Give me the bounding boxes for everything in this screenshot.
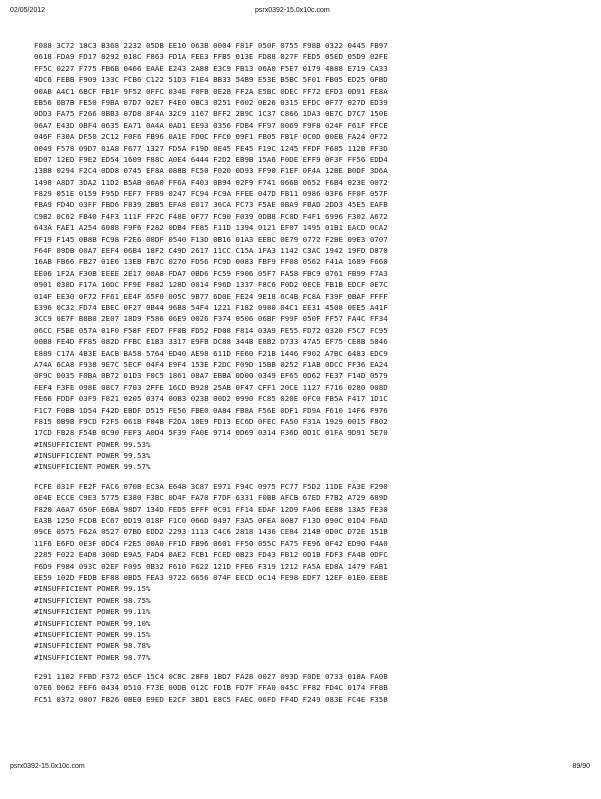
hex-dump-line: F815 0B9B F9CD F2F5 061B F04B F2DA 10E9 FD13 EC6D 0FEC FA50 F31A 1929 0015 F802	[34, 416, 388, 426]
hex-dump-line: 00B8 FE4D FF85 082D FFBC E1B3 3317 E9FB DC88 344B E8B2 D733 47A5 EF75 CE8B 5046	[34, 337, 388, 347]
status-line: #INSUFFICIENT POWER 98.78%	[34, 641, 151, 651]
hex-dump-line: 1498 A8D7 3DA2 11D2 B5AB 06A0 FF6A F403 0B94 02F9 F741 066B 0652 F6B4 023E 0072	[34, 177, 388, 187]
block-gap	[34, 663, 588, 671]
hex-dump-line: F820 A6A7 650F E6BA 98D7 134D FED5 EFFF 0C91 FF14 EDAF 12D9 FA06 EE88 13A5 FE30	[34, 504, 388, 514]
hex-dump-line: FCFE 031F FE2F FAC6 070B EC3A E648 3C87 E971 F94C 0975 FC77 F5D2 11DE FA3E F290	[34, 481, 388, 491]
status-line: #INSUFFICIENT POWER 98.75%	[34, 595, 151, 605]
hex-dump-line: C9B2 0C62 FB40 F4F3 111F FF2C F48E 0F77 FC90 F039 0DB8 FC0D F4F1 6996 F302 A672	[34, 211, 388, 221]
hex-dump-line: ED07 12ED F9E2 ED54 1609 F88C A0E4 6444 F2D2 EB9B 15A6 F0DE EFF9 0F3F FF56 EDD4	[34, 154, 388, 164]
hex-dump-line: FF19 F145 0B8B FC98 F2E6 08DF 0540 F13D 0B16 01A3 EEBC 0E79 0772 F2BE 09E3 0707	[34, 234, 388, 244]
hex-dump-line: 0049 F578 09D7 01A8 F677 1327 FD5A F19D 0E45 FE45 F19C 1245 FFDF F685 112B FF3D	[34, 143, 388, 153]
hex-dump-line: F291 1102 FFBD F372 05CF 15C4 0C8C 28F8 1BD7 FA28 0027 093D F0DE 0733 018A FA0B	[34, 672, 388, 682]
hex-dump-line: 0E4E ECCE C9E3 5775 E380 F3BC 0D4F FA70 F7DF 6331 F0BB AFCB 67ED F7B2 A729 689D	[34, 493, 388, 503]
hex-dump-line: FEF4 F3FE 098E 08C7 F703 2FFE 16CD B928 25AB 0F47 CFF1 20CE 1127 F716 0280 008D	[34, 382, 388, 392]
hex-dump-line: EA3B 1250 FCDB EC67 0D19 018F F1C0 066D 0497 F3A5 0FEA 0087 F13D 090C 01D4 F6AD	[34, 516, 388, 526]
hex-dump-line: 2285 F022 E4D8 300D E9A5 FAD4 0AE2 FCB1 FCED 0B23 FD43 FB12 0D1B FDF3 FA4B 0DFC	[34, 550, 388, 560]
status-line: #INSUFFICIENT POWER 99.53%	[34, 439, 151, 449]
hex-dump-line: 0DD3 FA75 F266 0BB3 07D8 8F4A 32C9 1167 BFF2 2B9C 1C37 C866 1DA3 0E7C D7C7 150E	[34, 109, 388, 119]
hex-dump-line: FBA9 FD4D 03FF FBD6 F839 2BB5 EFA8 E017 36CA FC73 F5AE 0BA9 FBAD 2DD3 45E5 EAFB	[34, 200, 388, 210]
hex-dump-line: 06A7 E43D 0BF4 0635 EA71 0A4A 0AD1 EE93 0356 FDB4 FF97 0069 F9F8 024F F61F FFCE	[34, 120, 388, 130]
hex-dump-line: A74A 6CA8 F938 9E7C 5ECF 04F4 E9F4 153E F2DC F09D 15BB 0252 F1AB 0DCC FF36 EA24	[34, 359, 388, 369]
hex-dump-line: 09CE 0575 F62A 0527 07BD EDD2 2293 1113 C4C6 2818 1436 CE84 214B 0D0C D72E 151B	[34, 527, 388, 537]
hex-dump-line: FE66 FDDF 03F9 F821 0205 0374 00B3 023B 00D2 0990 FC85 020E 0FC0 FB5A F417 1D1C	[34, 394, 388, 404]
hex-dump-line: 11F6 E6FD 0E3F 0DC4 F2E5 00A0 FF1D FB96 0601 FF50 055C FA75 FE96 0F42 ED90 F4A0	[34, 538, 388, 548]
hex-dump-line: 643A FAE1 A254 6088 F9F6 F282 0DB4 FE85 F11D 1394 0121 EF07 1495 01B1 EACD 0CA2	[34, 223, 388, 233]
footer-filename: psrx0392-15.0x10c.com	[10, 763, 85, 770]
hex-dump-line: FF5C 0227 F775 FB6B 0466 EAAE E243 2A88 E3C9 FB13 06A0 F5E7 0179 4888 E719 CA33	[34, 63, 388, 73]
hex-dump-line: 16AB FB66 FB27 01E6 13EB FB7C 0270 FD56 FC9D 0083 FBF9 FF08 0562 F41A 1689 F660	[34, 257, 388, 267]
hex-dump-line: 13B8 0294 F2C4 0DD8 0745 EF8A 088B FC50 F020 0D93 FF90 F1EF 0F4A 12BE B0DF 3D6A	[34, 166, 388, 176]
status-line: #INSUFFICIENT POWER 99.15%	[34, 584, 151, 594]
hex-dump-line: F829 051E 0159 F95D FEF7 FFB9 0247 FC94 FC9A FFEE 047D FB11 0986 03F6 FF0F 057F	[34, 189, 388, 199]
hex-dump-line: 07E6 0062 FEF6 0434 0510 F73E 00DB 012C FD1B FD7F FFA0 045C FF82 FD4C 0174 FF8B	[34, 683, 388, 693]
hex-dump-line: EB56 0B7B FE50 F9BA 07D7 02E7 F4E0 0BC3 0251 F602 0E26 0315 EFDC 0F77 027D ED39	[34, 97, 388, 107]
page-number: 89/90	[572, 763, 590, 770]
hex-dump-line: 4DC6 FEBB F909 133C FCB6 C122 51D3 F1E4 BB33 54B9 E53E B5BC 5F01 FB05 ED25 0FBD	[34, 75, 388, 85]
header-date: 02/05/2012	[10, 7, 46, 14]
hex-dump-line: 0901 038D F17A 10DC FF9E F882 128D 0014 F96D 1337 F8C6 F0D2 0ECE FB1B EDCF 0E7C	[34, 280, 388, 290]
document-body	[34, 40, 588, 705]
status-line: #INSUFFICIENT POWER 99.53%	[34, 451, 151, 461]
hex-dump-line: EE59 102D FEDB EF88 0BD5 FEA3 9722 6656 074F EECD 0C14 FE98 EDF7 12EF 01E0 EE8E	[34, 572, 388, 582]
status-line: #INSUFFICIENT POWER 99.15%	[34, 629, 151, 639]
hex-dump-line: F64F 09DB 00A7 EEF4 06B4 18F2 C49D 2617 11CC C15A 1FA3 1142 C3AC 1942 19FD D870	[34, 246, 388, 256]
header-filename: psrx0392-15.0x10c.com	[255, 7, 330, 14]
hex-dump-line: E396 0C32 FD74 EBEC 0F27 0B44 96B8 54F4 1221 F182 0980 04C1 EE31 4508 0EE5 A41F	[34, 302, 388, 312]
status-line: #INSUFFICIENT POWER 99.11%	[34, 607, 151, 617]
hex-dump-line: F6D9 F984 093C 02EF F095 0B32 F610 F622 121D FFE6 F319 1212 FA5A ED8A 1479 FAB1	[34, 561, 388, 571]
hex-dump-line: 00AB A4C1 6BCF FB1F 9F52 0FFC 034E F0FB 0E28 FF2A E5BC 0DEC FF72 EFD3 0D91 FE8A	[34, 86, 388, 96]
hex-dump-line: 0F9C 0035 F0BA 0B72 01D3 F0C5 1861 08A7 EBBA 0D00 0349 EF65 0D62 FE37 F14D 0579	[34, 371, 388, 381]
hex-dump-line: 0618 FDA9 FD17 0292 018C F863 FD1A FEE3 FFB5 013E FD88 027F FED5 05ED 05D9 02FE	[34, 52, 388, 62]
hex-dump-line: 046F F30A DF50 2C12 F0F6 FB96 0A1E FD0C FFC0 09F1 FB05 FB1F 0C0D 00EB FA24 0F72	[34, 132, 388, 142]
block-gap	[34, 473, 588, 481]
status-line: #INSUFFICIENT POWER 99.57%	[34, 462, 151, 472]
status-line: #INSUFFICIENT POWER 99.10%	[34, 618, 151, 628]
hex-dump-line: F088 3C72 18C3 B368 2232 05DB EE10 063B 0004 F81F 050F 0755 F98B 0322 0445 FB97	[34, 41, 388, 50]
hex-dump-line: 014F EE30 0F72 FF61 EE4F 65F0 005C 9B77 6D0E FE24 9E18 6C4B FC8A F39F 0BAF FFFF	[34, 291, 388, 301]
hex-dump-line: 3CC9 0E7F B8B0 2E07 18D9 F586 06E9 0026 F374 0506 06BF F99F 050F FF57 FA4C FF34	[34, 314, 388, 324]
hex-dump-line: EE06 1F2A F30B EEEE 2E17 00A8 FDA7 0BD6 FC59 F906 05F7 FA58 FBC9 0761 FB99 F7A3	[34, 268, 388, 278]
hex-dump-line: 06CC F5BE 057A 01F0 F58F FED7 FF0B FD52 FD08 F814 03A9 FE55 FD72 0320 F5C7 FC95	[34, 325, 388, 335]
hex-dump-line: F1C7 F0BB 1D54 F42D EBDF D515 FE56 FBE0 0A84 FB8A F56E 0DF1 FD9A F610 14F6 F976	[34, 405, 388, 415]
hex-dump-line: FC51 0372 0007 FB26 0BE0 E9ED E2CF 3BD1 E8C5 FAEC 06FD FF4D F249 083E FC4E F35B	[34, 694, 388, 704]
status-line: #INSUFFICIENT POWER 98.77%	[34, 652, 151, 662]
hex-dump-line: 17CD FB28 F54B 0C90 FEF3 A0D4 5F39 FA0E 9714 0D69 0314 F36D 0D1C 01FA 9D91 5E70	[34, 428, 388, 438]
hex-dump-line: E889 C17A 4B3E EACB BA58 5764 ED40 AE98 611D FE60 F21B 1446 F902 A7BC 6483 EDC9	[34, 348, 388, 358]
